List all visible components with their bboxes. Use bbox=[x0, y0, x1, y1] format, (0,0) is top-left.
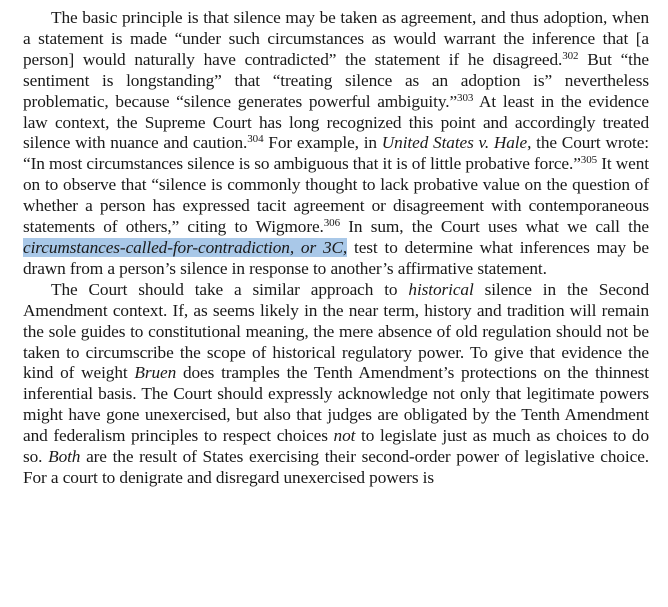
italic-emphasis: Both bbox=[48, 447, 81, 467]
text-run: In sum, the Court uses what we call the bbox=[339, 217, 649, 237]
case-name-italic: United States v. Hale bbox=[381, 133, 528, 153]
footnote-ref-303[interactable]: 303 bbox=[457, 91, 474, 104]
footnote-ref-305[interactable]: 305 bbox=[580, 154, 597, 167]
text-run: to legislate just as much as choices to do so. bbox=[23, 426, 649, 467]
paragraph-historical-silence bbox=[23, 280, 649, 489]
footnote-ref-304[interactable]: 304 bbox=[247, 133, 264, 146]
footnote-ref-302[interactable]: 302 bbox=[562, 49, 579, 62]
text-run: silence in the Second Amendment context. If, as seems likely in the near term, history and tradition will remain the sole guides to constitutional meaning, the mere absence of old regulation should not be taken to circumscribe the scope of historical regulatory power. To give that evidence the kind of weight bbox=[23, 279, 649, 383]
text-run: The Court should take a similar approach to bbox=[51, 279, 409, 299]
document-body bbox=[23, 8, 649, 489]
italic-emphasis: not bbox=[333, 426, 356, 446]
text-run: does tramples the Tenth Amendment’s protections on the thinnest inferential basis. The Court should expressly acknowledge not only that legitimate powers might have gone unexercised, but also that judges are obligated by the Tenth Amendment and federalism principles to respect choices bbox=[23, 363, 650, 446]
text-run: , the Court wrote: “In most circumstances silence is so ambiguous that it is of little probative force.” bbox=[23, 133, 650, 174]
paragraph-silence-principle bbox=[23, 8, 649, 280]
highlighted-selection[interactable]: circumstances-called-for-contradiction, or 3C, bbox=[23, 237, 348, 257]
text-run: are the result of States exercising their second-order power of legislative choice. For a court to denigrate and disregard unexercised powers is bbox=[23, 447, 649, 487]
text-run: But “the sentiment is longstanding” that “treating silence as an adoption is” nevertheless problematic, because “silence generates powerful ambiguity.” bbox=[23, 49, 649, 111]
italic-emphasis: historical bbox=[408, 279, 474, 299]
text-run: test to determine what inferences may be drawn from a person’s silence in response to another’s affirmative statement. bbox=[23, 237, 650, 278]
footnote-ref-306[interactable]: 306 bbox=[323, 217, 340, 230]
text-run: It went on to observe that “silence is commonly thought to lack probative value on the question of whether a person has expressed tacit agreement or disagreement with contemporaneous statements of others,” citing to Wigmore. bbox=[23, 154, 649, 237]
text-run: At least in the evidence law context, the Supreme Court has long recognized this point and accordingly treated silence with nuance and caution. bbox=[23, 91, 649, 153]
text-run: For example, in bbox=[263, 133, 382, 153]
text-run: The basic principle is that silence may be taken as agreement, and thus adoption, when a statement is made “under such circumstances as would warrant the inference that [a person] would naturally have contradicted” the statement if he disagreed. bbox=[23, 8, 649, 69]
case-name-italic: Bruen bbox=[134, 363, 177, 383]
